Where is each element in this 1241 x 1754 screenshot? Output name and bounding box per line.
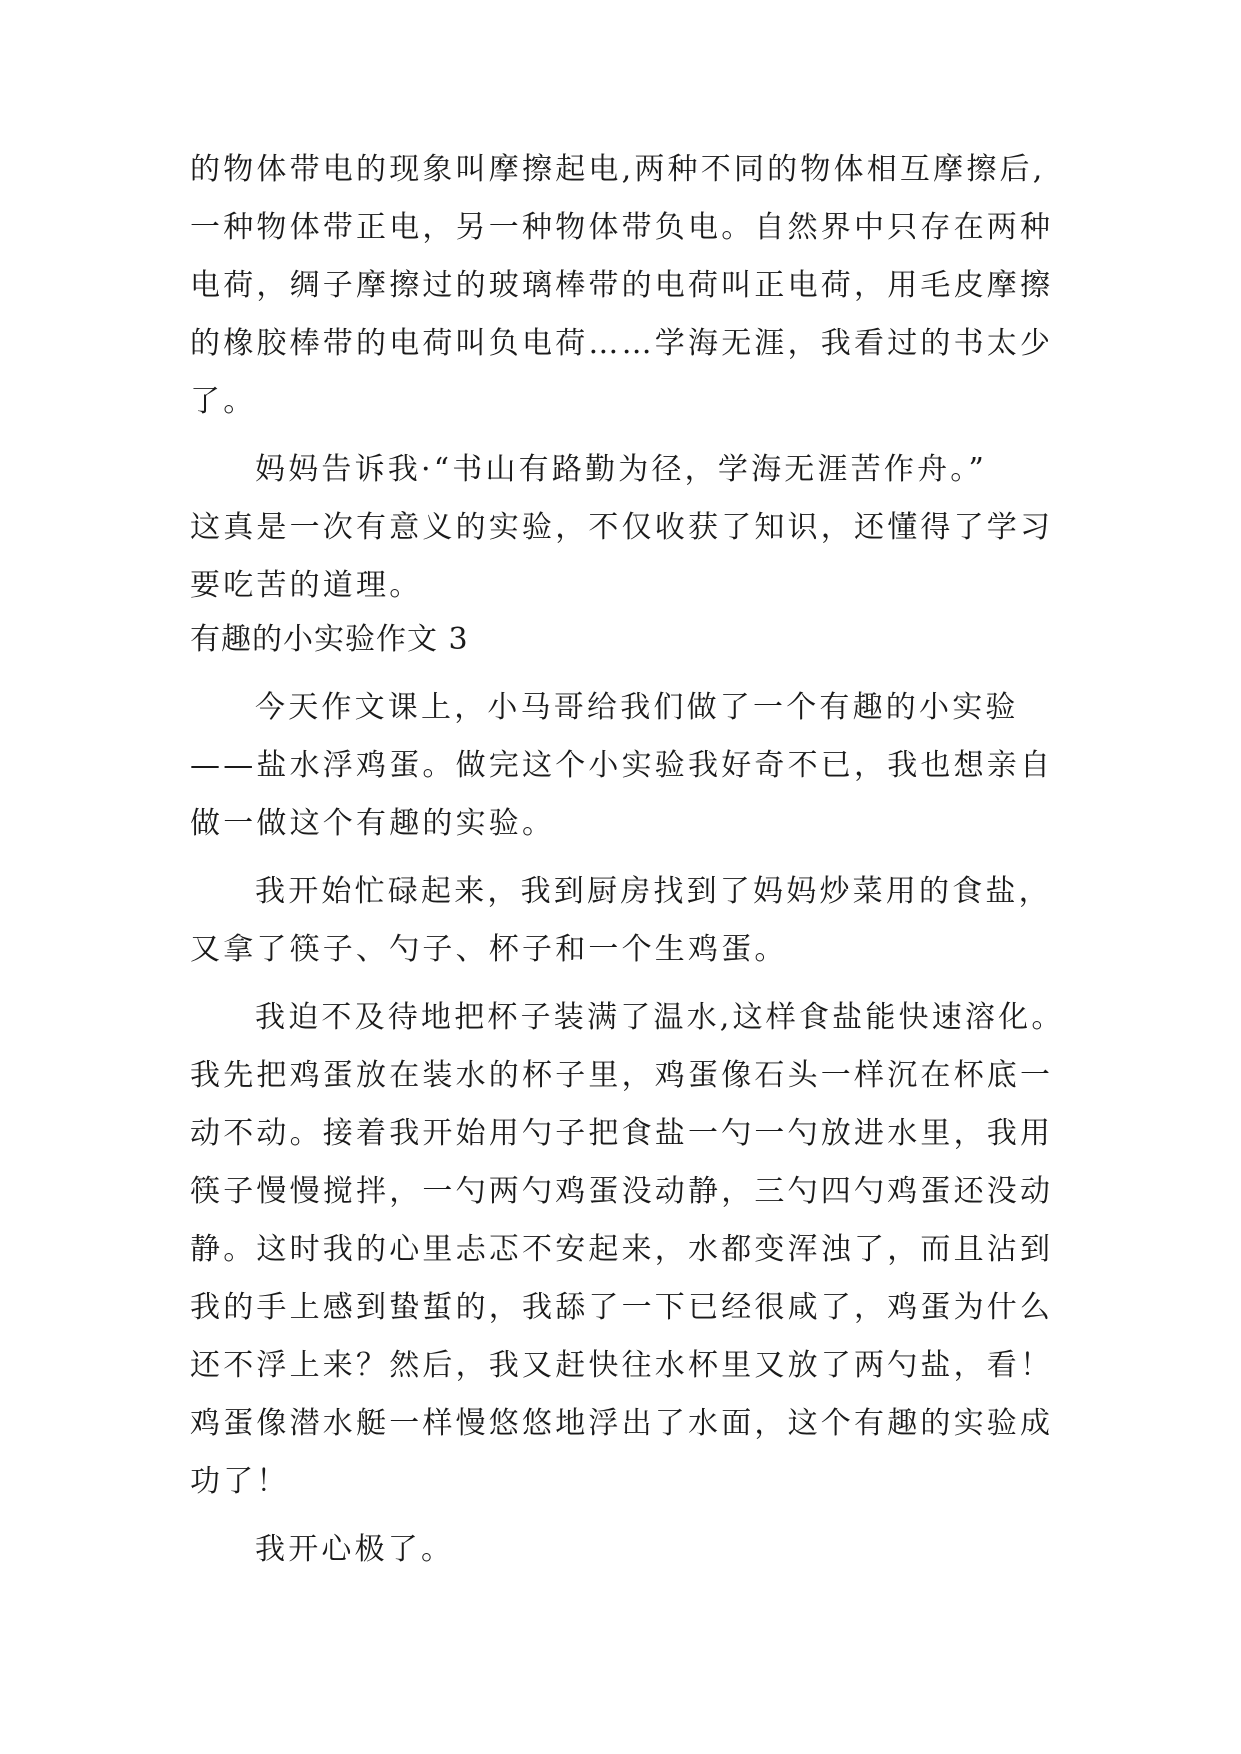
text-line: 我的手上感到蛰蜇的，我舔了一下已经很咸了，鸡蛋为什么 <box>190 1290 1054 1325</box>
section-heading: 有趣的小实验作文 3 <box>190 622 469 657</box>
text-line: 今天作文课上，小马哥给我们做了一个有趣的小实验 <box>255 690 1019 725</box>
text-line: 又拿了筷子、勺子、杯子和一个生鸡蛋。 <box>190 932 788 967</box>
text-line: 鸡蛋像潜水艇一样慢悠悠地浮出了水面，这个有趣的实验成 <box>190 1406 1054 1441</box>
text-line: 我迫不及待地把杯子装满了温水,这样食盐能快速溶化。 <box>255 1000 1065 1035</box>
text-line: 的橡胶棒带的电荷叫负电荷……学海无涯，我看过的书太少 <box>190 326 1054 361</box>
text-line: 功了！ <box>190 1464 290 1499</box>
text-line: 我开心极了。 <box>255 1532 455 1567</box>
text-line: 妈妈告诉我·“书山有路勤为径，学海无涯苦作舟。” <box>255 452 988 487</box>
text-line: 还不浮上来？然后，我又赶快往水杯里又放了两勺盐，看！ <box>190 1348 1054 1383</box>
text-line: 静。这时我的心里忐忑不安起来，水都变浑浊了，而且沾到 <box>190 1232 1054 1267</box>
text-line: 我先把鸡蛋放在装水的杯子里，鸡蛋像石头一样沉在杯底一 <box>190 1058 1054 1093</box>
text-line: ——盐水浮鸡蛋。做完这个小实验我好奇不已，我也想亲自 <box>190 748 1054 783</box>
text-line: 动不动。接着我开始用勺子把食盐一勺一勺放进水里，我用 <box>190 1116 1054 1151</box>
text-line: 筷子慢慢搅拌，一勺两勺鸡蛋没动静，三勺四勺鸡蛋还没动 <box>190 1174 1054 1209</box>
text-line: 了。 <box>190 384 257 419</box>
text-line: 这真是一次有意义的实验，不仅收获了知识，还懂得了学习 <box>190 510 1054 545</box>
text-line: 的物体带电的现象叫摩擦起电,两种不同的物体相互摩擦后, <box>190 152 1046 187</box>
text-line: 一种物体带正电，另一种物体带负电。自然界中只存在两种 <box>190 210 1054 245</box>
text-line: 做一做这个有趣的实验。 <box>190 806 556 841</box>
text-line: 要吃苦的道理。 <box>190 568 423 603</box>
text-line: 我开始忙碌起来，我到厨房找到了妈妈炒菜用的食盐， <box>255 874 1052 909</box>
text-line: 电荷，绸子摩擦过的玻璃棒带的电荷叫正电荷，用毛皮摩擦 <box>190 268 1054 303</box>
